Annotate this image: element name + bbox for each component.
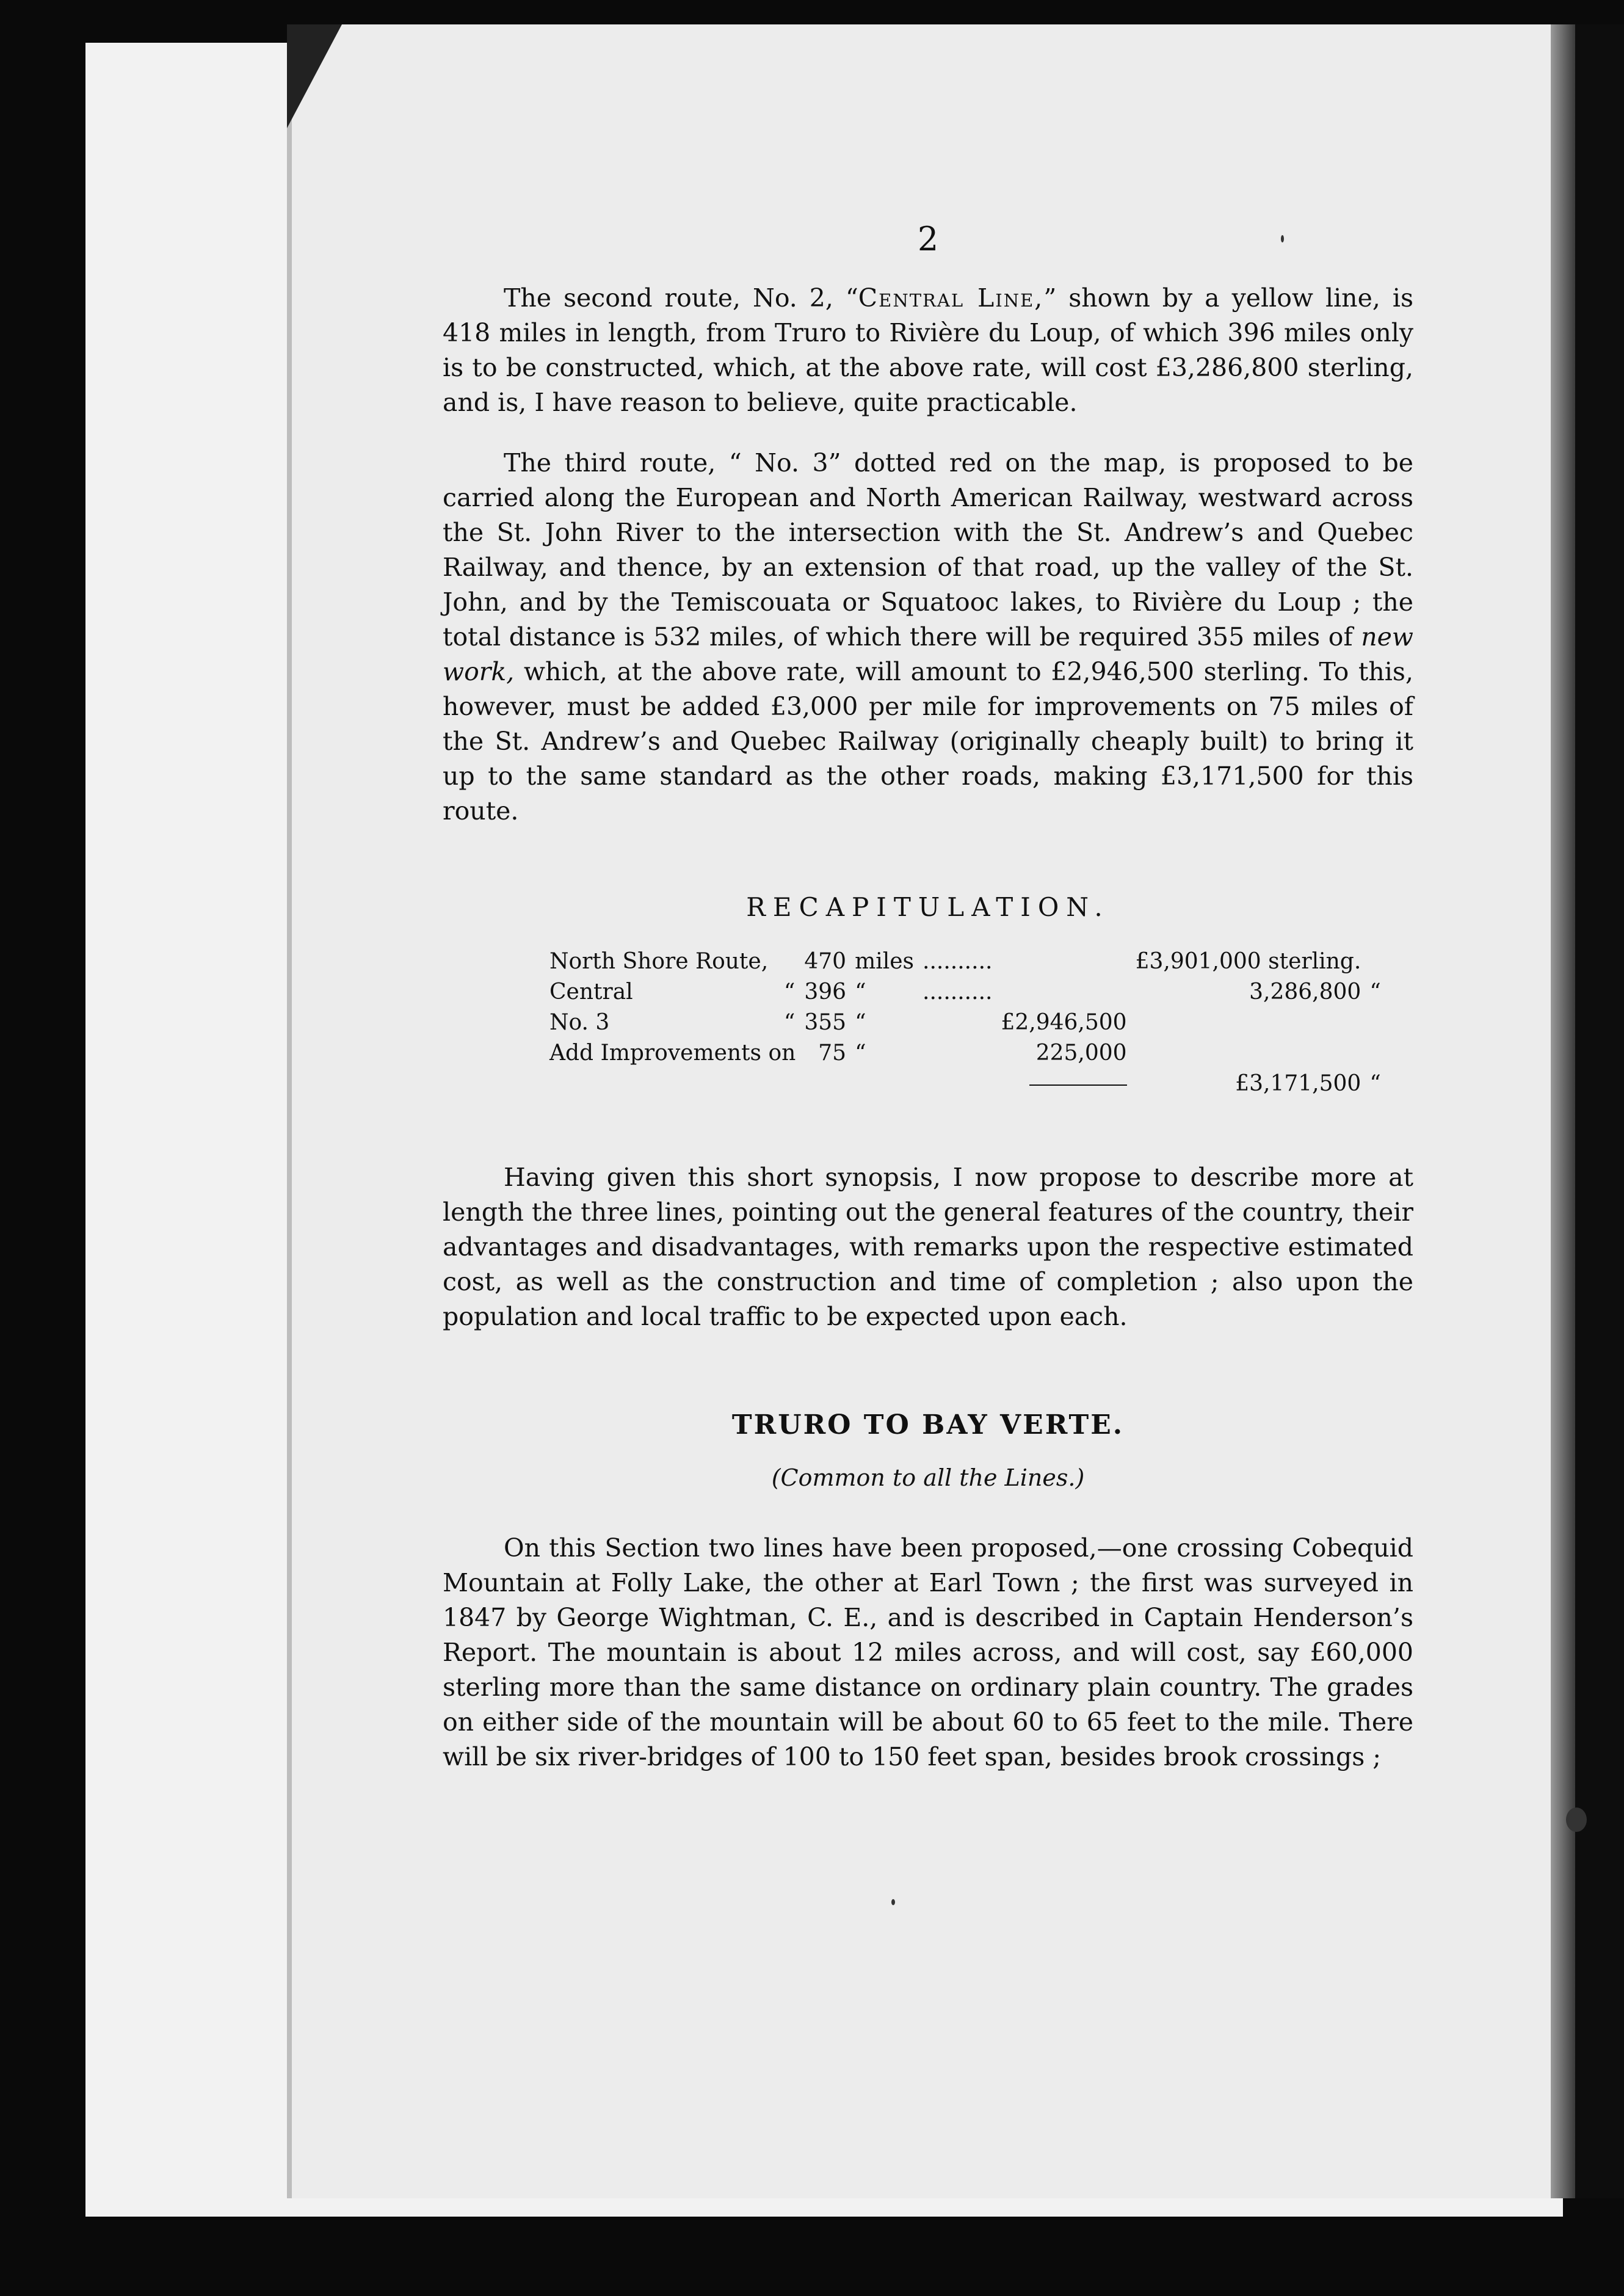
total-value: £3,901,000 sterling. [1135, 949, 1361, 974]
route-label: No. 3 [549, 1010, 610, 1035]
subtotal-value [1001, 946, 1135, 977]
paragraph-central-line [443, 281, 1413, 420]
section-heading: TRURO TO BAY VERTE. [731, 1409, 1125, 1440]
scan-speck [1566, 1807, 1587, 1832]
sum-rule [1029, 1084, 1127, 1086]
total-value: 3,286,800 [1249, 979, 1361, 1005]
paragraph-synopsis: Having given this short synopsis, I now propose to describe more at length the three lines, pointing out the general features of the country, their advantages and disadvantages, with remarks upon the respective estimated cost, as well as the construction and time of completion ; also upon the population and local traffic to be expected upon each. [443, 1163, 1413, 1331]
document-body [443, 281, 1413, 1800]
subtotal-value [1001, 977, 1135, 1008]
table-row [549, 977, 1390, 1008]
route-label: Central [549, 979, 633, 1005]
ditto-mark: “ [783, 1010, 796, 1035]
paragraph-truro-section: On this Section two lines have been proposed,—one crossing Cobequid Mountain at Folly Lake, the other at Earl Town ; the first was surveyed in 1847 by George Wightman, C. E., and is described in Captain Henderson’s Report. The mountain is about 12 miles across, and will cost, say £60,000 sterling more than the same distance on ordinary plain country. The grades on either side of the mountain will be about 60 to 65 feet to the mile. There will be six river-bridges of 100 to 150 feet span, besides brook crossings ; [443, 1533, 1413, 1771]
ditto-mark: “ [783, 979, 796, 1005]
miles-value: 470 [804, 949, 847, 974]
table-row [549, 946, 1390, 977]
miles-value: 396 [804, 979, 847, 1005]
paragraph-text: which, at the above rate, will amount to £2,946,500 sterling. To this, however, must be added £3,000 per mile for improvements on 75 miles of the St. Andrew’s and Quebec Railway (originally cheaply built) to bring it up to the same standard as the other roads, making £3,171,500 for this route. [443, 657, 1413, 826]
binding-strip [1575, 24, 1624, 2198]
scan-speck [1281, 235, 1284, 242]
unit-label: “ [855, 1041, 866, 1066]
paragraph-route-three [443, 446, 1413, 829]
ditto-mark: “ [1369, 1071, 1381, 1096]
page-number: 2 [917, 220, 939, 258]
section-subheading [443, 1461, 1413, 1495]
paragraph-text: The third route, “ No. 3” dotted red on the map, is proposed to be carried along the European and North American Railway, westward across the St. John River to the intersection with the St. Andrew’s and Quebec Railway, and thence, by an extension of that road, up the valley of the St. John, and by the Temiscouata or Squatooc lakes, to Rivière du Loup ; the total distance is 532 miles, of which there will be required 355 miles of [443, 448, 1413, 652]
miles-value: 75 [818, 1041, 847, 1066]
scan-speck [891, 1899, 895, 1905]
total-value: £3,171,500 [1235, 1071, 1361, 1096]
miles-value: 355 [804, 1010, 847, 1035]
paragraph-text: The second route, No. 2, “ [504, 283, 858, 313]
route-label: Add Improvements on [549, 1041, 796, 1066]
italic-emphasis: new work, [443, 622, 1413, 686]
route-label: North Shore Route, [549, 949, 769, 974]
unit-label: “ [855, 979, 866, 1005]
subtotal-value: £2,946,500 [1001, 1010, 1127, 1035]
unit-label: “ [855, 1010, 866, 1035]
table-row [549, 1069, 1390, 1099]
ditto-mark: “ [1369, 979, 1381, 1005]
table-row [549, 1008, 1390, 1038]
page-edge-shadow [1551, 24, 1575, 2198]
unit-label: miles [855, 949, 915, 974]
route-name-small-caps: Central Line, [858, 283, 1044, 313]
paragraph-text: ” shown by a yellow line, is 418 miles in length, from Truro to Rivière du Loup, of which 396 miles only is to be constructed, which, at the above rate, will cost £3,286,800 sterling, and is, I have reason to believe, quite practicable. [443, 283, 1413, 417]
leader-dots: .......... [923, 949, 993, 974]
table-row [549, 1038, 1390, 1069]
leader-dots: .......... [923, 979, 993, 1005]
subtotal-value: 225,000 [1035, 1041, 1127, 1066]
page-corner-fold [287, 24, 342, 128]
recapitulation-table [549, 946, 1390, 1099]
section-subheading-text: (Common to all the Lines.) [771, 1464, 1085, 1491]
recapitulation-heading: RECAPITULATION. [746, 892, 1110, 922]
